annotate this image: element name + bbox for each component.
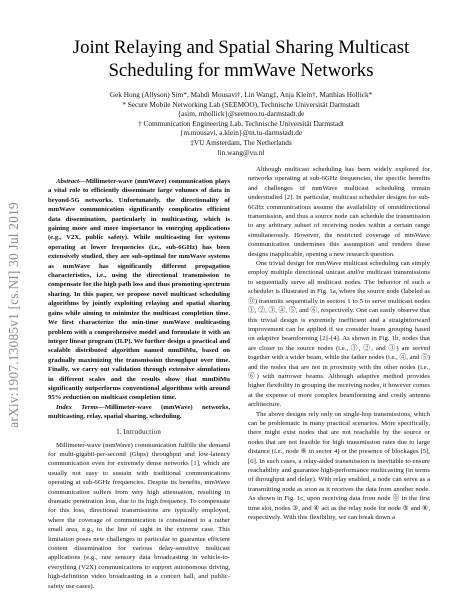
- index-terms-text: —Millimeter-wave (mmWave) networks, multicasting, relay, spatial sharing, scheduling.: [48, 403, 230, 421]
- author-block: [36, 90, 446, 157]
- email-2: {m.mousavi, a.klein}@nt.tu-darmstadt.de: [179, 128, 303, 138]
- affiliation-3: ‡VU Amsterdam, The Netherlands: [190, 137, 292, 147]
- abstract-label: Abstract: [56, 178, 80, 185]
- right-column: [248, 165, 430, 522]
- title-line-1: Joint Relaying and Spatial Sharing Multicast: [72, 37, 410, 58]
- email-1: {asim, mhollick}@seemoo.tu-darmstadt.de: [177, 109, 305, 119]
- index-terms: [48, 403, 230, 422]
- title-line-2: Scheduling for mmWave Networks: [108, 60, 374, 81]
- affiliation-1: * Secure Mobile Networking Lab (SEEMOO), Technische Universität Darmstadt: [122, 99, 360, 109]
- right-paragraph-2: One trivial design for mmWave multicast scheduling can simply employ multiple directional unicast and/or multicast transmissions to sequentially serve all multicast nodes. The behavior of such a scheduler is illustrated in Fig. 1a, where the source node (labeled as ⓪) transmits sequentially in sectors 1 to 5 to serve multicast nodes ①, ②, ③, ④, ⑤, and ⑥, respectively. One can easily observe that this trivial design is extremely inefficient and a straightforward improvement can be applied if we consider beam grouping based on adaptive beamforming [2]–[4]. As shown in Fig. 1b, nodes that are closer to the source nodes (i.e., ①, ②, and ③) are served together with a wider beam, while the father nodes (i.e., ④, and ⑤) and the nodes that are not in proximity with the other nodes (i.e., ⑥) with narrower beams. Although adaptive method provides higher flexibility in grouping the receiving nodes, it however comes at the expense of more complex beamforming and costly antenna architecture.: [248, 260, 431, 409]
- arxiv-stamp: [4, 150, 24, 480]
- paper-title: [36, 36, 446, 82]
- author-names: Gek Hong (Allyson) Sim*, Mahdi Mousavi†, Lin Wang‡, Anja Klein†, Matthias Hollick*: [109, 90, 373, 99]
- right-paragraph-3: The above designs rely only on single-hop transmissions, which can be problematic in many practical scenarios. More specifically, there might exist nodes that are not reachable by the source or nodes that are not feasible for high transmission rates due to large distance (i.e., node ⑥ in sector 4) or the presence of blockages [5], [6]. In such cases, a relay-aided transmission is inevitable to ensure reachability and guarantee high-performance multicasting (in terms of throughput and delay). With relay enabled, a node can serve as a transmitting node as soon as it receives the data from another node. As shown in Fig. 1c, upon receiving data from node ⓪ in the first time slot, nodes ③, and ④ act as the relay node for node ⑤ and ⑥, respectively. With this flexibility, we can break down a: [248, 410, 430, 522]
- section-heading: I. Introduction: [116, 428, 162, 436]
- abstract: [48, 177, 230, 403]
- intro-paragraph: Millimeter-wave (mmWave) communication fulfills the demand for multi-gigabit-per-second (Gbps) throughput and low-latency communication even for extremely dense networks [1], which are usually not easy to sustain with traditional communications operating at sub-6GHz frequencies. Despite its benefits, mmWave communication suffers from very high attenuation, resulting in dramatic penetration loss, due to its high frequency. To compensate for this loss, directional transmissions are typically employed, where the coverage of communication is constrained to a rather small area, e.g., to the line of sight in the extreme case. This limitation poses new challenges in particular to guarantee efficient content dissemination for various delay-sensitive multicast applications (e.g., raw sensory data broadcasting in vehicle-to-everything (V2X) communications to support autonomous driving, high-definition video broadcasting in a concert hall, and public-safety use cases).: [48, 441, 230, 590]
- left-column: [48, 177, 230, 591]
- right-paragraph-1: Although multicast scheduling has been widely explored for networks operating at sub-6GHz frequencies, the specific benefits and challenges of mmWave multicast scheduling remain understudied [2]. In particular, multicast scheduler designs for sub-6GHz communications assume the availability of omnidirectional transmission, and thus a source node can schedule the transmission to any arbitrary subset of receiving nodes within a certain range simultaneously. However, the restricted coverage of mmWave communication undermines this assumption and renders these designs inapplicable, opening a new research question.: [248, 166, 430, 258]
- affiliation-2: † Communication Engineering Lab, Technische Universität Darmstadt: [138, 118, 344, 128]
- abstract-text: —Millimeter-wave (mmWave) communication plays a vital role to efficiently disseminate large volumes of data in beyond-5G networks. Unfortunately, the directionality of mmWave communication significantly complicates efficient data dissemination, particularly in multicasting, which is gaining more and more importance in emerging applications (e.g., V2X, public safety). While multicasting for systems operating at lower frequencies (i.e., sub-6GHz) has been extensively studied, they are sub-optimal for mmWave systems as mmWave has significantly different propagation characteristics, i.e., using the directional transmission to compensate for the high path loss and thus promoting spectrum sharing. In this paper, we propose novel multicast scheduling algorithms by jointly exploiting relaying and spatial sharing gains while aiming to minimize the multicast completion time. We first characterize the min-time mmWave multicasting problem with a comprehensive model and formulate it with an integer linear program (ILP). We further design a practical and scalable distributed algorithm named mmDiMu, based on gradually maximizing the transmission throughput over time. Finally, we carry out validation through extensive simulations in different scales and the results show that mmDiMu significantly outperforms conventional algorithms with around 95% reduction on multicast completion time.: [48, 178, 230, 402]
- email-3: lin.wang@vu.nl: [217, 147, 265, 157]
- arxiv-id: arXiv:1907.13085v1 [cs.NI] 30 Jul 2019: [6, 202, 22, 428]
- index-terms-label: Index Terms: [56, 403, 99, 411]
